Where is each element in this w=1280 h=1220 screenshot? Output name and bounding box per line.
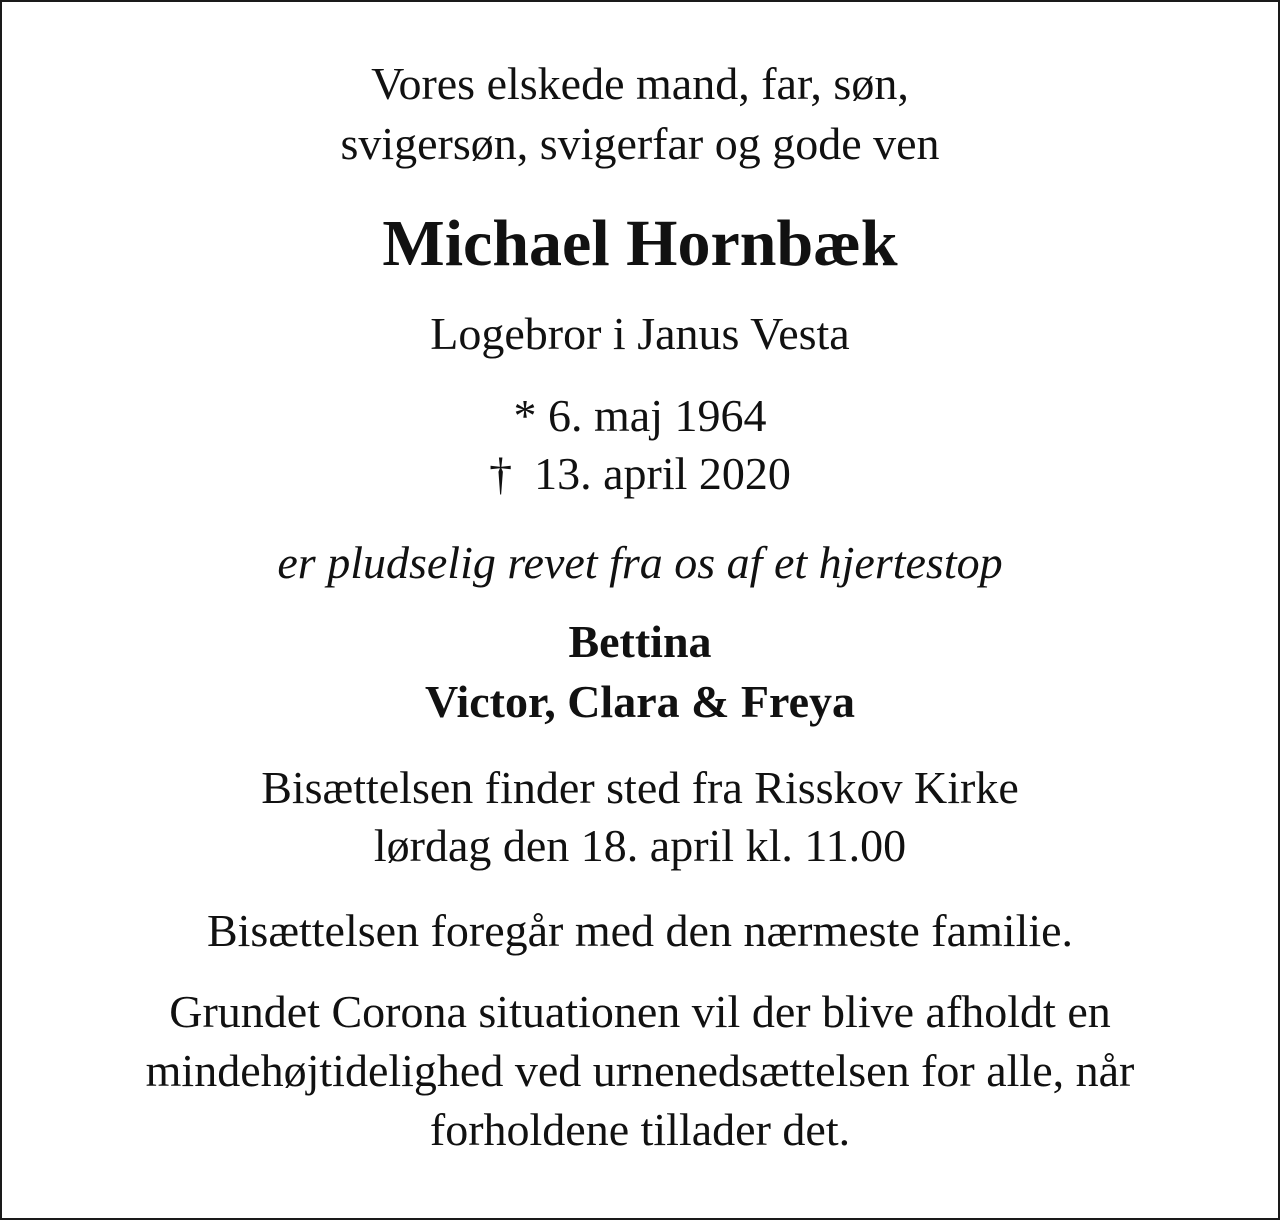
birth-date: * 6. maj 1964 — [513, 390, 767, 441]
corona-note-line-3: forholdene tillader det. — [429, 1104, 851, 1155]
funeral-private-note: Bisættelsen foregår med den nærmeste familie. — [206, 905, 1074, 956]
corona-note-line-1: Grundet Corona situationen vil der blive afholdt en — [169, 986, 1111, 1037]
corona-note-line-2: mindehøjtidelighed ved urnenedsættelsen for alle, når — [145, 1045, 1135, 1096]
funeral-location: Bisættelsen finder sted fra Risskov Kirke — [261, 762, 1019, 813]
death-date: 13. april 2020 — [534, 448, 791, 499]
intro-line-2: svigersøn, svigerfar og gode ven — [340, 118, 940, 169]
deceased-role: Logebror i Janus Vesta — [430, 308, 850, 359]
family-line-1: Bettina — [568, 616, 712, 667]
family-line-2: Victor, Clara & Freya — [424, 676, 856, 727]
cause-of-death: er pludselig revet fra os af et hjertestop — [277, 537, 1003, 588]
death-date-line — [2, 446, 1278, 502]
intro-line-1: Vores elskede mand, far, søn, — [371, 58, 909, 109]
funeral-time: lørdag den 18. april kl. 11.00 — [373, 820, 907, 871]
deceased-name: Michael Hornbæk — [382, 207, 898, 280]
death-cross-symbol: † — [489, 448, 513, 499]
